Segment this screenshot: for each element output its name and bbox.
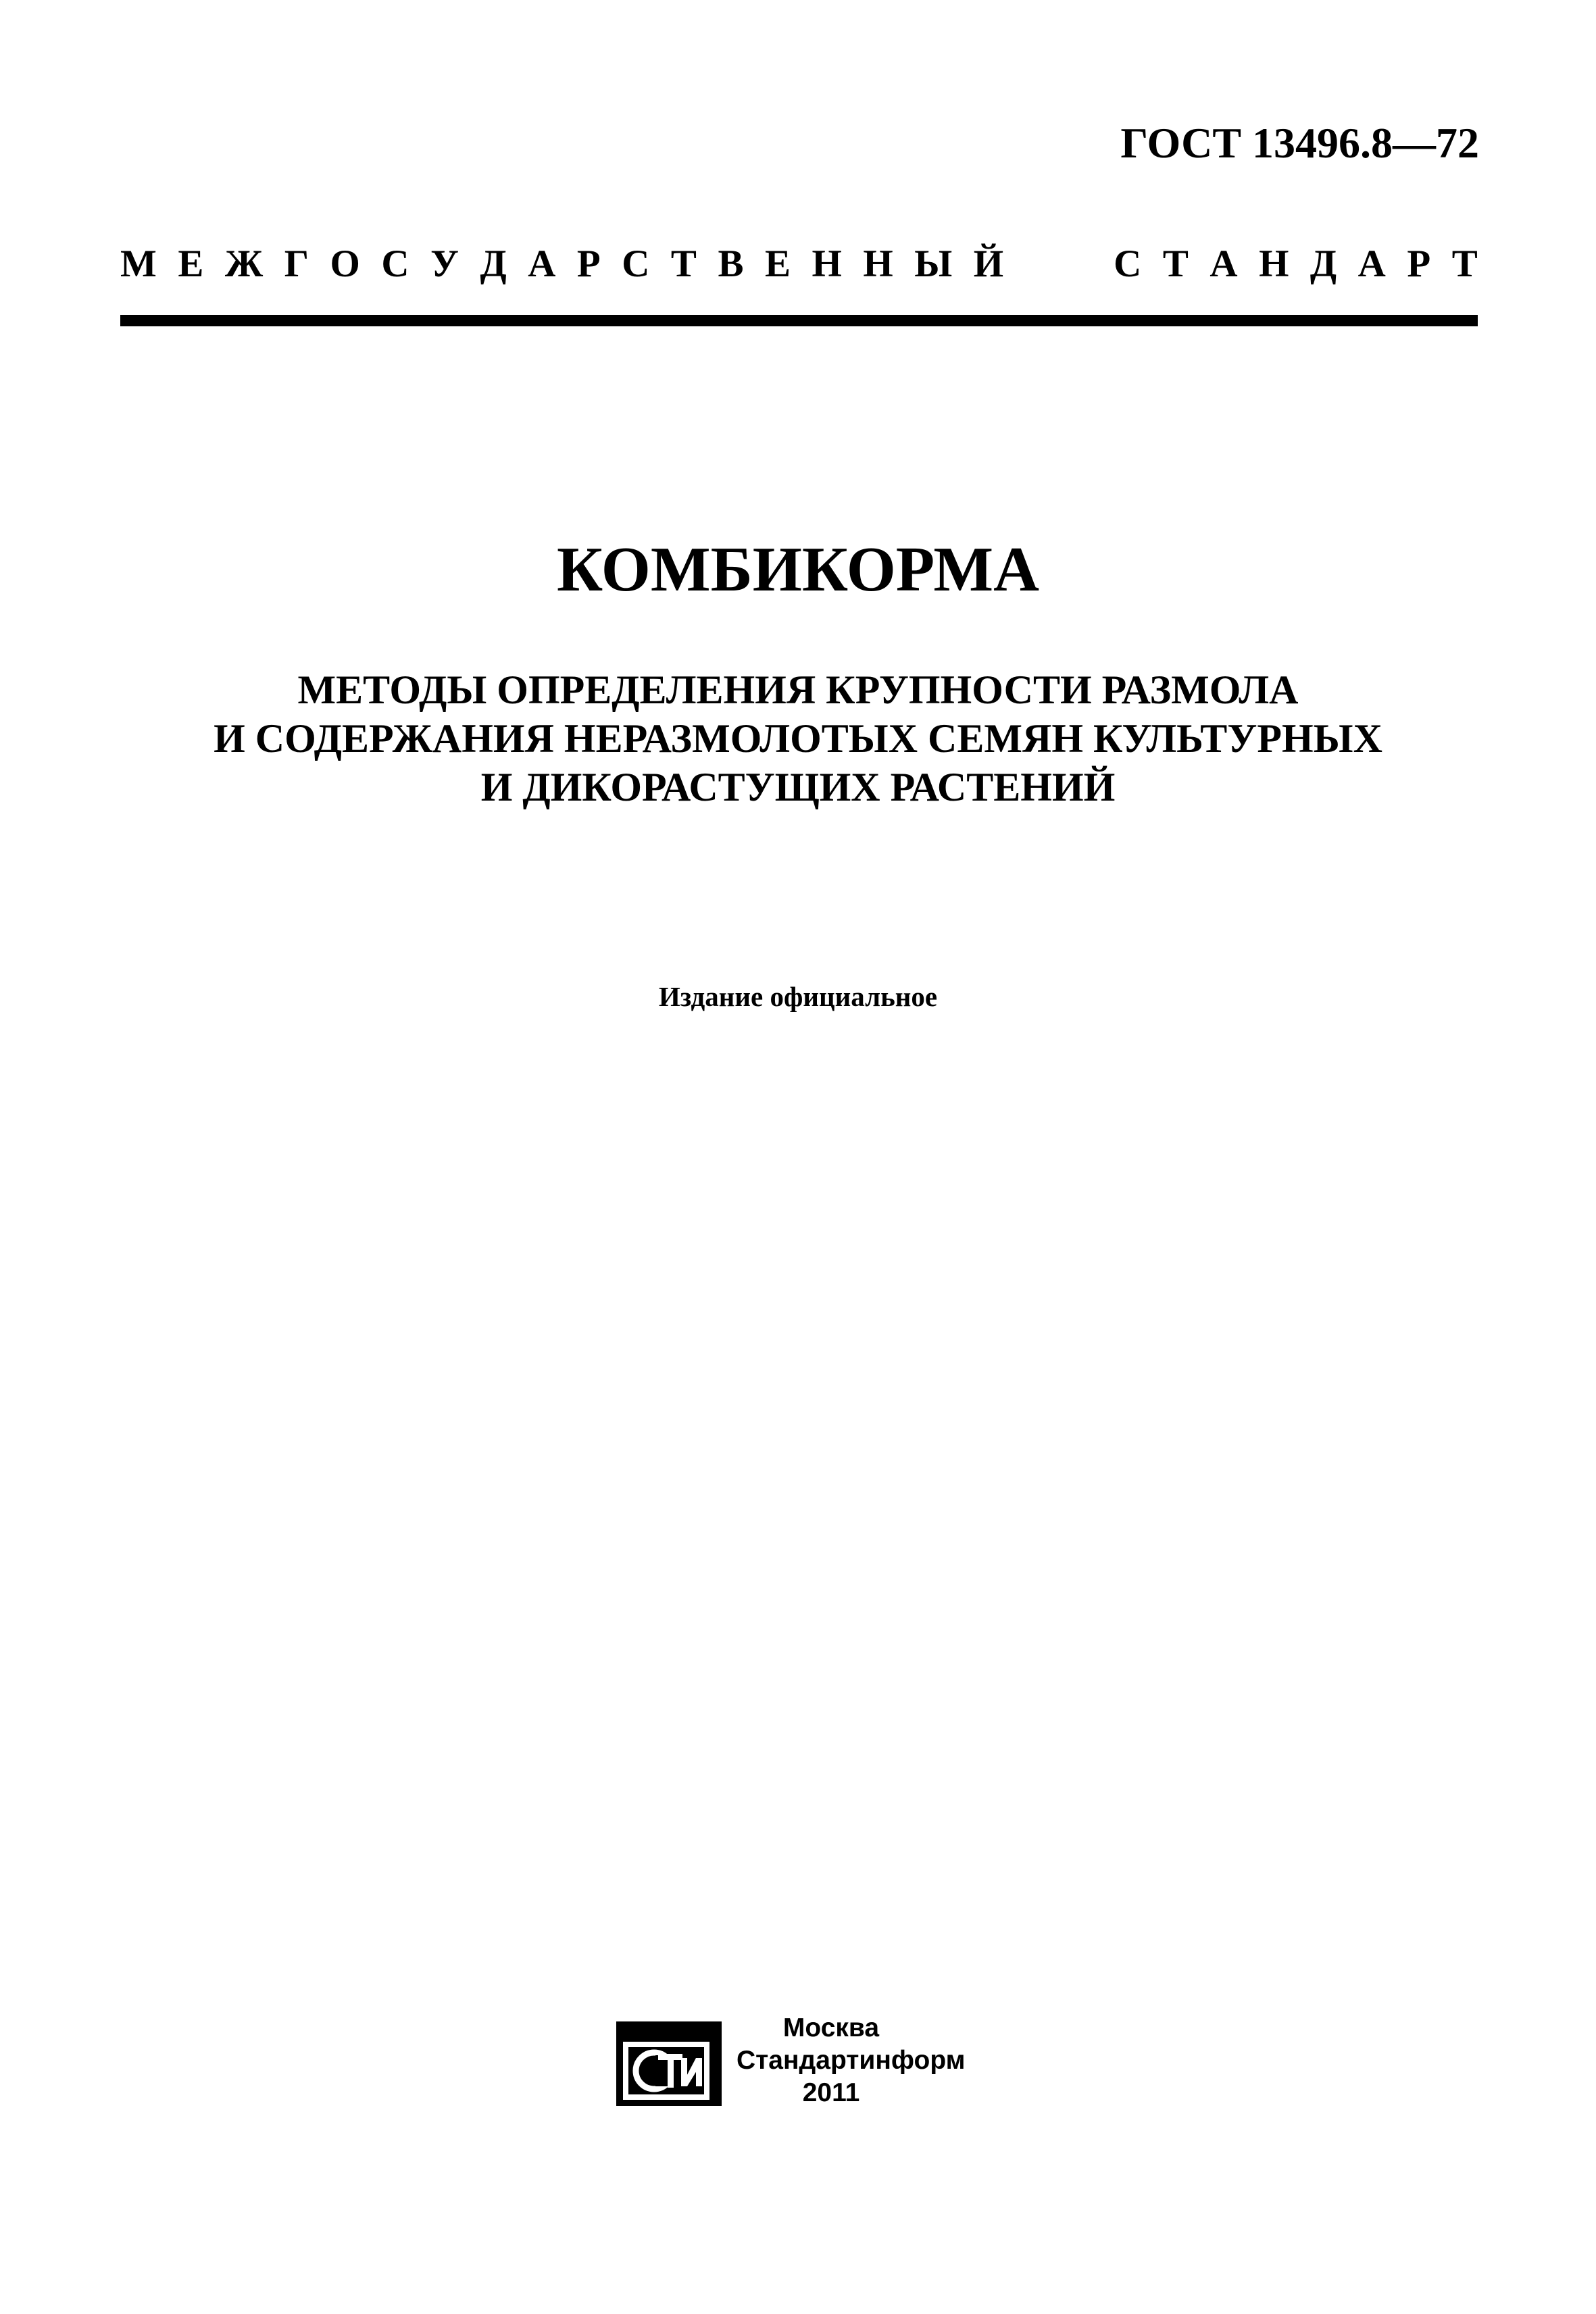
category-letter: Н: [1259, 243, 1289, 285]
category-letter: Т: [670, 243, 697, 285]
category-letter: Ж: [224, 243, 264, 285]
category-letter: С: [1114, 243, 1142, 285]
category-letter: А: [1210, 243, 1238, 285]
category-letter: Е: [178, 243, 204, 285]
category-letter: У: [430, 243, 459, 285]
document-subtitle: [0, 665, 1596, 811]
publisher-name: Стандартинформ: [737, 2046, 966, 2075]
subtitle-line: И СОДЕРЖАНИЯ НЕРАЗМОЛОТЫХ СЕМЯН КУЛЬТУРНЫХ: [214, 716, 1382, 761]
category-word-gap: [1025, 245, 1093, 283]
document-title: КОМБИКОРМА: [556, 534, 1040, 605]
publisher-imprint: [737, 2012, 966, 2109]
category-letter: Г: [284, 243, 309, 285]
category-letter: А: [528, 243, 556, 285]
publication-year: 2011: [802, 2078, 860, 2107]
category-letter: Й: [973, 243, 1004, 285]
standartinform-logo-icon: [616, 2021, 722, 2106]
category-letter: В: [718, 243, 744, 285]
header-divider: [120, 315, 1478, 326]
edition-label: Издание официальное: [658, 981, 938, 1012]
standard-category: [120, 245, 1478, 283]
subtitle-line: И ДИКОРАСТУЩИХ РАСТЕНИЙ: [480, 765, 1116, 809]
category-letter: Н: [863, 243, 893, 285]
category-letter: Р: [1407, 243, 1431, 285]
publisher-city: Москва: [782, 2013, 880, 2042]
category-letter: Е: [765, 243, 791, 285]
category-letter: Ы: [914, 243, 953, 285]
category-letter: Т: [1451, 243, 1478, 285]
category-letter: М: [120, 243, 157, 285]
subtitle-line: МЕТОДЫ ОПРЕДЕЛЕНИЯ КРУПНОСТИ РАЗМОЛА: [297, 668, 1299, 712]
category-letter: С: [622, 243, 650, 285]
category-letter: А: [1357, 243, 1386, 285]
document-designation: ГОСТ 13496.8—72: [1120, 119, 1479, 167]
category-letter: С: [381, 243, 409, 285]
category-letter: Т: [1162, 243, 1189, 285]
category-letter: О: [330, 243, 360, 285]
category-letter: Д: [1310, 243, 1337, 285]
category-letter: Н: [812, 243, 842, 285]
category-letter: Р: [576, 243, 601, 285]
category-letter: Д: [480, 243, 507, 285]
